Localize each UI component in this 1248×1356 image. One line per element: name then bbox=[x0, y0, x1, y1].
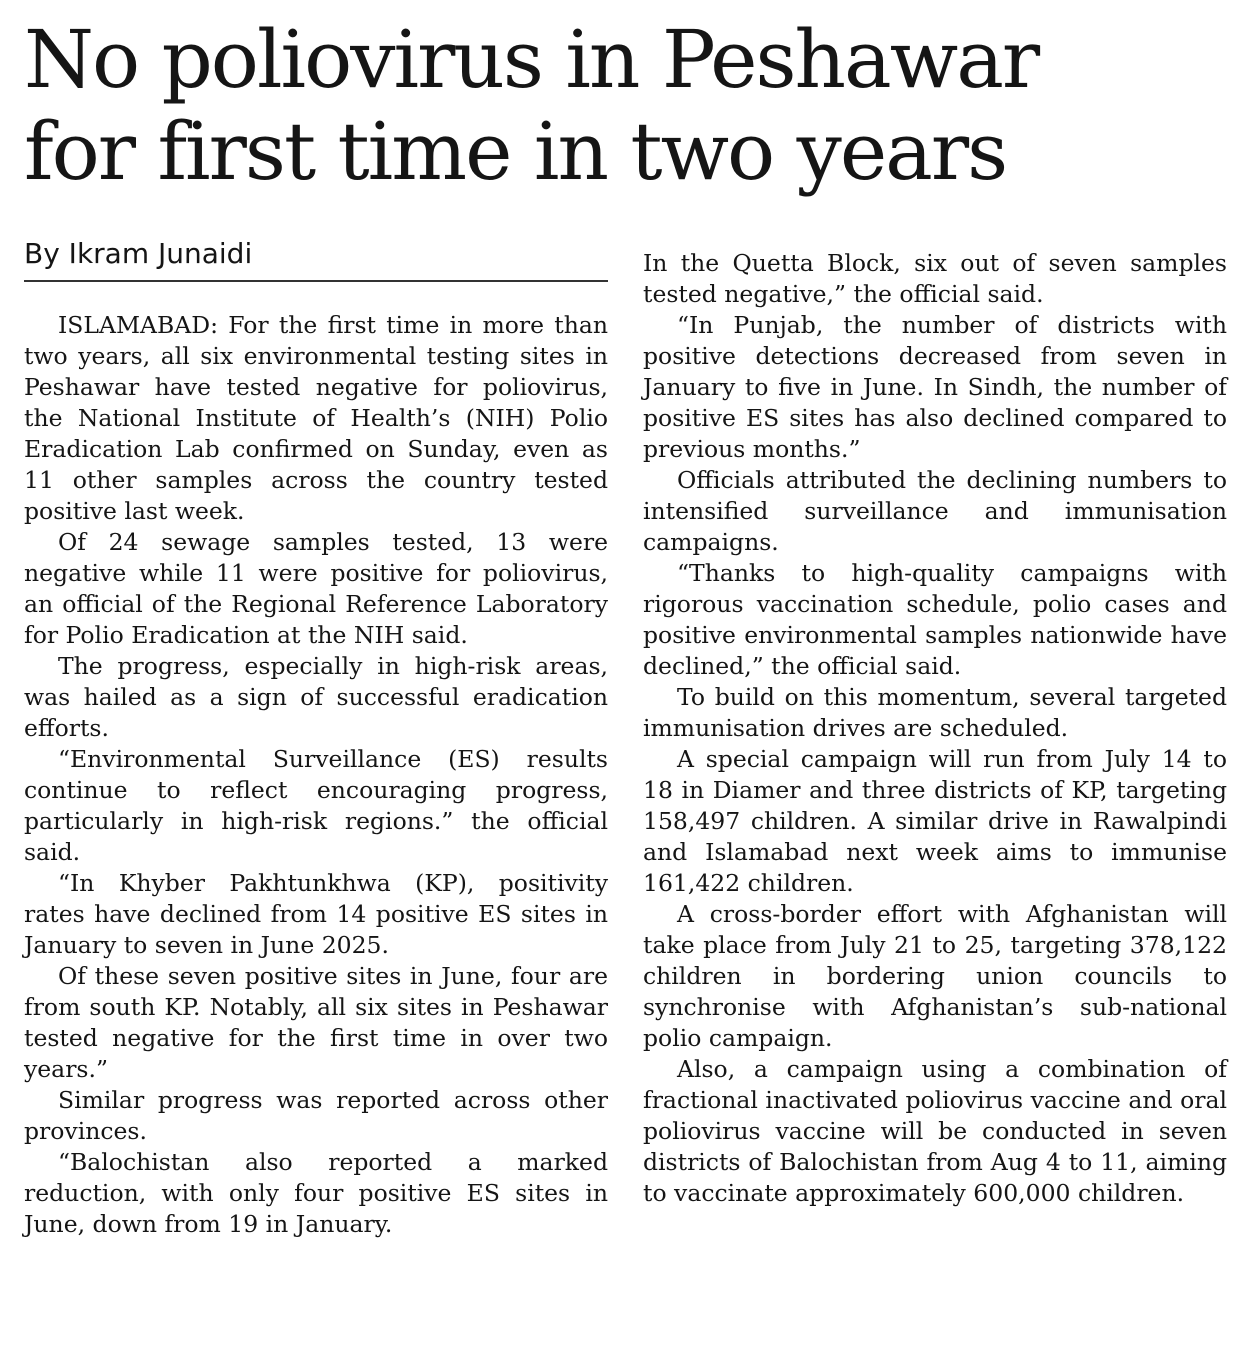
paragraph: “Balochistan also reported a marked reduction, with only four positive ES sites in June, down from 19 in January. bbox=[24, 1148, 608, 1238]
paragraph: Of 24 sewage samples tested, 13 were negative while 11 were positive for poliovirus, an official of the Regional Reference Laboratory for Polio Eradication at the NIH said. bbox=[24, 528, 608, 649]
paragraph: “In Punjab, the number of districts with positive detections decreased from seven in January to five in June. In Sindh, the number of positive ES sites has also declined compared to previous months.” bbox=[643, 311, 1227, 463]
paragraph: “Environmental Surveillance (ES) results continue to reflect encouraging progress, particularly in high-risk regions.” the official said. bbox=[24, 745, 608, 866]
paragraph: A cross-border effort with Afghanistan will take place from July 21 to 25, targeting 378,122 children in bordering union councils to synchronise with Afghanistan’s sub-national polio campaign. bbox=[643, 900, 1227, 1052]
right-column bbox=[643, 248, 1227, 1209]
paragraph: To build on this momentum, several targeted immunisation drives are scheduled. bbox=[643, 683, 1227, 742]
paragraph: ISLAMABAD: For the first time in more than two years, all six environmental testing sites in Peshawar have tested negative for poliovirus, the National Institute of Health’s (NIH) Polio Eradication Lab confirmed on Sunday, even as 11 other samples across the country tested positive last week. bbox=[24, 311, 608, 525]
paragraph: Officials attributed the declining numbers to intensified surveillance and immunisation campaigns. bbox=[643, 466, 1227, 556]
paragraph: Of these seven positive sites in June, four are from south KP. Notably, all six sites in Peshawar tested negative for the first time in over two years.” bbox=[24, 962, 608, 1083]
paragraph: Similar progress was reported across other provinces. bbox=[24, 1086, 608, 1145]
byline: By Ikram Junaidi bbox=[24, 237, 253, 270]
headline bbox=[24, 14, 1234, 198]
paragraph-continuation: In the Quetta Block, six out of seven samples tested negative,” the official said. bbox=[643, 249, 1227, 308]
paragraph: “Thanks to high-quality campaigns with rigorous vaccination schedule, polio cases and positive environmental samples nationwide have declined,” the official said. bbox=[643, 559, 1227, 680]
paragraph: “In Khyber Pakhtunkhwa (KP), positivity rates have declined from 14 positive ES sites in January to seven in June 2025. bbox=[24, 869, 608, 959]
left-column bbox=[24, 310, 608, 1240]
paragraph: Also, a campaign using a combination of fractional inactivated poliovirus vaccine and oral poliovirus vaccine will be conducted in seven districts of Balochistan from Aug 4 to 11, aiming to vaccinate approximately 600,000 children. bbox=[643, 1055, 1227, 1207]
byline-rule bbox=[24, 280, 608, 282]
headline-line-2: for first time in two years bbox=[24, 105, 1007, 198]
headline-line-1: No poliovirus in Peshawar bbox=[24, 13, 1039, 106]
paragraph: A special campaign will run from July 14 to 18 in Diamer and three districts of KP, targeting 158,497 children. A similar drive in Rawalpindi and Islamabad next week aims to immunise 161,422 children. bbox=[643, 745, 1227, 897]
paragraph: The progress, especially in high-risk areas, was hailed as a sign of successful eradication efforts. bbox=[24, 652, 608, 742]
